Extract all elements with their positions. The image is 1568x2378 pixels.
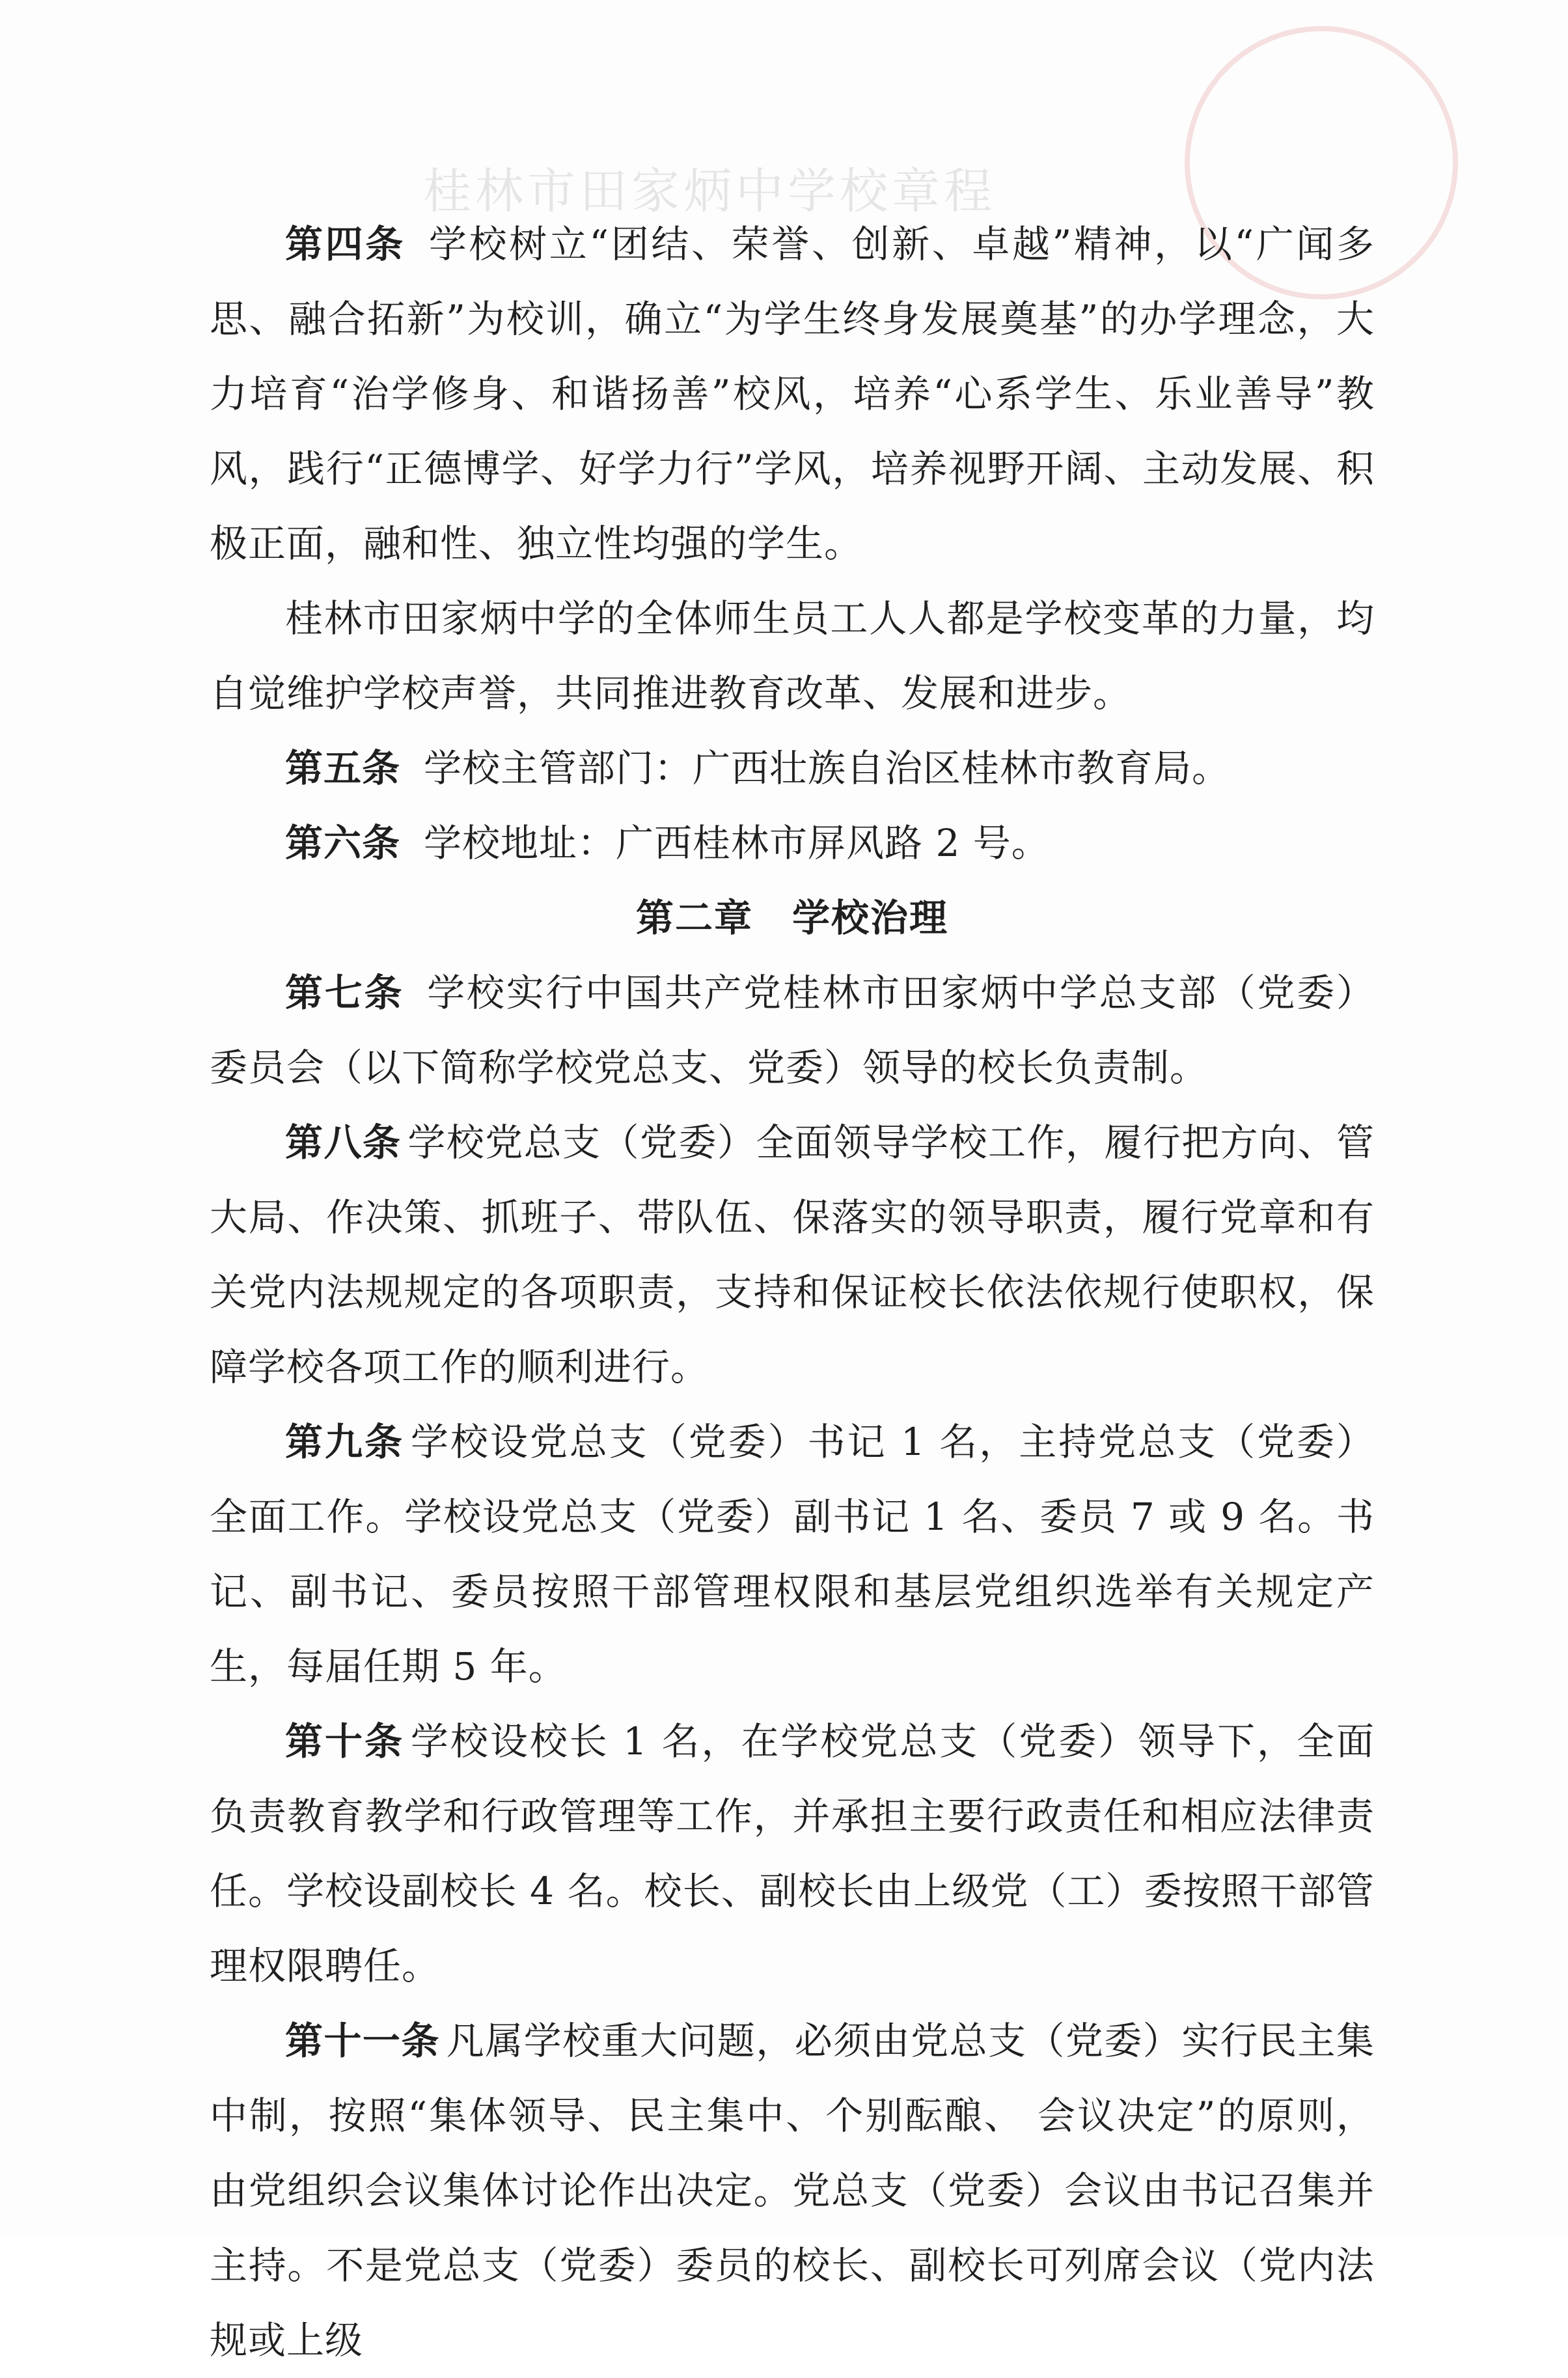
article-text: 学校实行中国共产党桂林市田家炳中学总支部（党委）委员会（以下简称学校党总支、党委）领导的校长负责制。 bbox=[210, 971, 1375, 1090]
article-label: 第五条 bbox=[285, 746, 401, 790]
article-5 bbox=[210, 731, 1375, 806]
article-label: 第八条 bbox=[285, 1120, 402, 1165]
article-text: 学校设党总支（党委）书记 1 名，主持党总支（党委）全面工作。学校设党总支（党委）副书记 1 名、委员 7 或 9 名。书记、副书记、委员按照干部管理权限和基层党组织选举有关规定产生，每届任期 5 年。 bbox=[210, 1420, 1375, 1689]
chapter-number: 第二章 bbox=[635, 896, 753, 940]
document-body bbox=[210, 207, 1375, 2378]
article-label: 第九条 bbox=[285, 1420, 404, 1464]
chapter-title: 学校治理 bbox=[792, 896, 949, 940]
article-text: 凡属学校重大问题，必须由党总支（党委）实行民主集中制，按照“集体领导、民主集中、个别酝酿、 会议决定”的原则，由党组织会议集体讨论作出决定。党总支（党委）会议由书记召集并主持。不是党总支（党委）委员的校长、副校长可列席会议（党内法规或上级 bbox=[210, 2019, 1375, 2362]
article-6 bbox=[210, 806, 1375, 881]
paragraph-community bbox=[210, 581, 1375, 731]
article-11 bbox=[210, 2004, 1375, 2378]
article-label: 第十一条 bbox=[285, 2019, 440, 2063]
article-label: 第四条 bbox=[285, 222, 406, 266]
article-text: 学校设校长 1 名，在学校党总支（党委）领导下，全面负责教育教学和行政管理等工作，并承担主要行政责任和相应法律责任。学校设副校长 4 名。校长、副校长由上级党（工）委按照干部管理权限聘任。 bbox=[210, 1719, 1375, 1988]
article-label: 第七条 bbox=[285, 971, 404, 1015]
article-7 bbox=[210, 956, 1375, 1105]
article-label: 第十条 bbox=[285, 1719, 404, 1763]
article-9 bbox=[210, 1405, 1375, 1704]
paragraph-text: 桂林市田家炳中学的全体师生员工人人都是学校变革的力量，均自觉维护学校声誉，共同推进教育改革、发展和进步。 bbox=[210, 596, 1375, 715]
article-8 bbox=[210, 1105, 1375, 1405]
article-text: 学校主管部门：广西壮族自治区桂林市教育局。 bbox=[424, 746, 1231, 790]
bleedthrough-title: 桂林市田家炳中学校章程 bbox=[423, 163, 996, 219]
article-4 bbox=[210, 207, 1375, 581]
chapter-heading bbox=[210, 881, 1375, 956]
article-text: 学校地址：广西桂林市屏风路 2 号。 bbox=[424, 821, 1050, 865]
article-10 bbox=[210, 1704, 1375, 2004]
article-text: 学校树立“团结、荣誉、创新、卓越”精神，以“广闻多思、融合拓新”为校训，确立“为学生终身发展奠基”的办学理念，大力培育“治学修身、和谐扬善”校风，培养“心系学生、乐业善导”教风，践行“正德博学、好学力行”学风，培养视野开阔、主动发展、积极正面，融和性、独立性均强的学生。 bbox=[210, 222, 1375, 566]
article-label: 第六条 bbox=[285, 821, 401, 865]
article-text: 学校党总支（党委）全面领导学校工作，履行把方向、管大局、作决策、抓班子、带队伍、保落实的领导职责，履行党章和有关党内法规规定的各项职责，支持和保证校长依法依规行使职权，保障学校各项工作的顺利进行。 bbox=[210, 1120, 1375, 1389]
